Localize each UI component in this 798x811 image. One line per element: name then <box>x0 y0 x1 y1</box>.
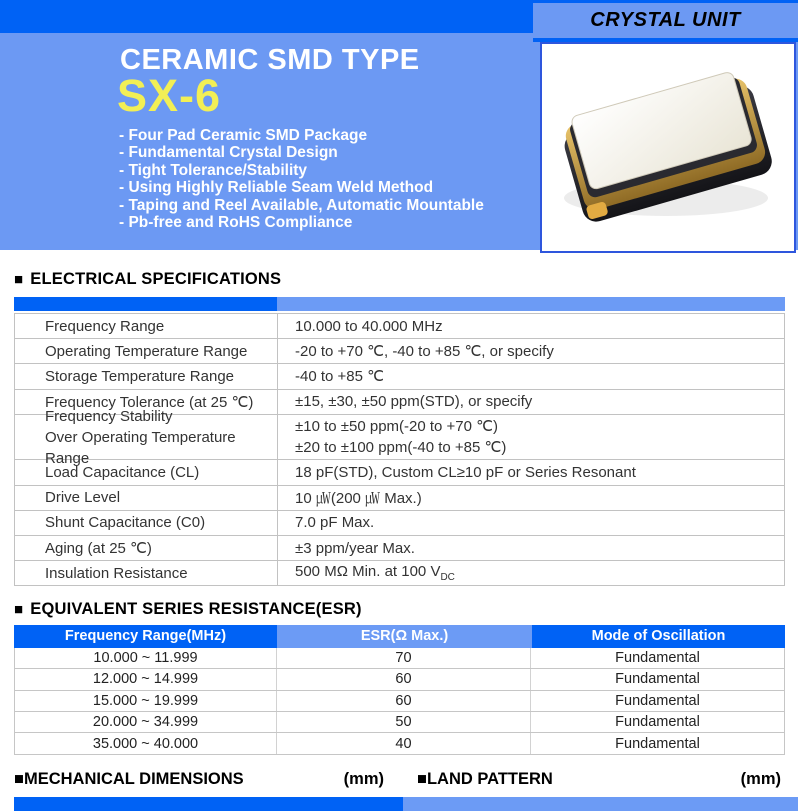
esr-cell: 10.000 ~ 11.999 <box>15 648 277 668</box>
esr-row <box>15 733 784 754</box>
land-pattern-bar <box>403 797 798 811</box>
table-cell-line: Shunt Capacitance (C0) <box>45 514 206 532</box>
table-cell-line: Aging (at 25 ℃) <box>45 540 152 557</box>
esr-cell: Fundamental <box>615 650 700 667</box>
spec-row-value <box>278 314 784 338</box>
esr-cell: Fundamental <box>615 735 700 752</box>
table-cell-line: 18 pF(STD), Custom CL≥10 pF or Series Resonant <box>295 463 636 481</box>
product-type-title: CERAMIC SMD TYPE <box>120 44 420 76</box>
model-name: SX-6 <box>117 70 222 121</box>
electrical-section-title <box>14 270 281 289</box>
table-cell-line: ±3 ppm/year Max. <box>295 539 415 557</box>
table-cell-line: Frequency Tolerance (at 25 ℃) <box>45 393 254 411</box>
esr-header-frequency-range: Frequency Range(MHz) <box>14 625 277 648</box>
table-cell-line: 10.000 to 40.000 MHz <box>295 317 443 335</box>
land-pattern-unit-label: (mm) <box>740 770 781 788</box>
esr-cell: Fundamental <box>615 714 700 731</box>
spec-table-header-bar <box>14 297 785 311</box>
spec-row-value <box>278 390 784 414</box>
table-cell-line: 7.0 pF Max. <box>295 514 375 532</box>
esr-title-text: EQUIVALENT SERIES RESISTANCE(ESR) <box>30 600 362 618</box>
esr-row <box>15 648 784 669</box>
esr-section-title <box>14 600 362 619</box>
square-bullet-icon: ■ <box>14 601 24 618</box>
land-pattern-title-head <box>417 770 553 794</box>
table-cell-line: Drive Level <box>45 489 121 507</box>
crystal-unit-label: CRYSTAL UNIT <box>590 9 741 31</box>
feature-item: - Tight Tolerance/Stability <box>119 161 308 179</box>
spec-row-label <box>15 486 278 510</box>
spec-row-value <box>278 415 784 460</box>
esr-cell: 60 <box>277 691 531 711</box>
spec-row-value <box>278 486 784 510</box>
header-banner <box>0 0 798 250</box>
table-cell-line: 500 MΩ Min. at 100 $V_{DC}$ <box>295 563 455 584</box>
esr-cell: Fundamental <box>615 692 700 709</box>
esr-cell: 70 <box>277 648 531 668</box>
esr-cell: Fundamental <box>615 671 700 688</box>
table-cell-line: ±15, ±30, ±50 ppm(STD), or specify <box>295 393 533 411</box>
esr-cell: 12.000 ~ 14.999 <box>15 669 277 689</box>
table-cell-line: ±10 to ±50 ppm(-20 to +70 ℃) <box>295 418 498 436</box>
spec-table-body <box>14 313 785 586</box>
spec-row-label <box>15 511 278 535</box>
table-cell-line: Frequency Range <box>45 317 165 335</box>
spec-row <box>15 536 784 561</box>
esr-cell: 35.000 ~ 40.000 <box>15 733 277 754</box>
table-cell-line: -20 to +70 ℃, -40 to +85 ℃, or specify <box>295 343 554 361</box>
table-cell-line: ±20 to ±100 ppm(-40 to +85 ℃) <box>295 439 507 457</box>
spec-row <box>15 561 784 586</box>
header-accent-strip <box>0 0 533 33</box>
feature-item: - Taping and Reel Available, Automatic Mountable <box>119 196 484 214</box>
esr-cell: 15.000 ~ 19.999 <box>15 691 277 711</box>
esr-cell: 40 <box>277 733 531 754</box>
spec-row <box>15 486 784 511</box>
feature-item: - Fundamental Crystal Design <box>119 144 338 162</box>
feature-item: - Four Pad Ceramic SMD Package <box>119 127 368 144</box>
spec-row-value <box>278 460 784 484</box>
mechanical-dimensions-title <box>14 770 403 794</box>
feature-item: - Pb-free and RoHS Compliance <box>119 214 353 232</box>
spec-row <box>15 339 784 364</box>
square-bullet-icon: ■ <box>14 770 24 788</box>
esr-cell: 20.000 ~ 34.999 <box>15 712 277 732</box>
spec-row <box>15 407 784 467</box>
table-cell-line: Over Operating Temperature Range <box>45 428 236 467</box>
table-cell-line: -40 to +85 ℃ <box>295 368 384 386</box>
esr-table <box>14 625 785 755</box>
electrical-spec-table <box>14 297 785 586</box>
table-cell-line: Storage Temperature Range <box>45 367 235 385</box>
electrical-title-text: ELECTRICAL SPECIFICATIONS <box>30 270 282 288</box>
spec-row-value <box>278 536 784 560</box>
spec-row-label <box>15 460 278 484</box>
esr-cell: 50 <box>277 712 531 732</box>
spec-row-value <box>278 511 784 535</box>
bottom-section-titles <box>14 770 798 794</box>
esr-row <box>15 691 784 712</box>
esr-header-esr-max: ESR(Ω Max.) <box>277 625 532 648</box>
spec-row-value <box>278 364 784 388</box>
spec-row-label <box>15 536 278 560</box>
land-pattern-title-text: LAND PATTERN <box>426 770 553 788</box>
spec-row <box>15 511 784 536</box>
esr-table-header <box>14 625 785 648</box>
table-cell-line: Insulation Resistance <box>45 564 188 582</box>
esr-cell: 60 <box>277 669 531 689</box>
esr-row <box>15 712 784 733</box>
esr-table-body <box>14 648 785 755</box>
feature-list <box>119 127 484 231</box>
mechanical-dimensions-bar <box>14 797 403 811</box>
spec-row-label <box>15 339 278 363</box>
spec-header-left-cell <box>14 297 277 311</box>
spec-header-right-cell <box>277 297 785 311</box>
mechanical-unit-label: (mm) <box>343 770 384 788</box>
product-photo-box <box>540 42 796 253</box>
feature-item: - Using Highly Reliable Seam Weld Method <box>119 179 434 197</box>
esr-header-mode: Mode of Oscillation <box>532 625 785 648</box>
spec-row <box>15 314 784 339</box>
table-cell-line: Operating Temperature Range <box>45 342 248 360</box>
land-pattern-title <box>403 770 798 794</box>
esr-row <box>15 669 784 690</box>
spec-row-value <box>278 339 784 363</box>
table-cell-line: Load Capacitance (CL) <box>45 463 200 481</box>
mechanical-title-text: MECHANICAL DIMENSIONS <box>23 770 244 788</box>
mechanical-title-head <box>14 770 244 794</box>
spec-row <box>15 364 784 389</box>
square-bullet-icon: ■ <box>14 271 24 288</box>
square-bullet-icon: ■ <box>417 770 427 788</box>
spec-row-label <box>15 314 278 338</box>
table-cell-line: 10 ㎼(200 ㎼ Max.) <box>295 490 422 508</box>
bottom-header-bars <box>0 797 798 811</box>
crystal-photo <box>542 44 794 251</box>
spec-row <box>15 460 784 485</box>
spec-row-label <box>15 407 278 467</box>
spec-row-value <box>278 561 784 585</box>
table-cell-line: Frequency Stability <box>45 407 173 425</box>
spec-row-label <box>15 364 278 388</box>
spec-row-label <box>15 561 278 585</box>
